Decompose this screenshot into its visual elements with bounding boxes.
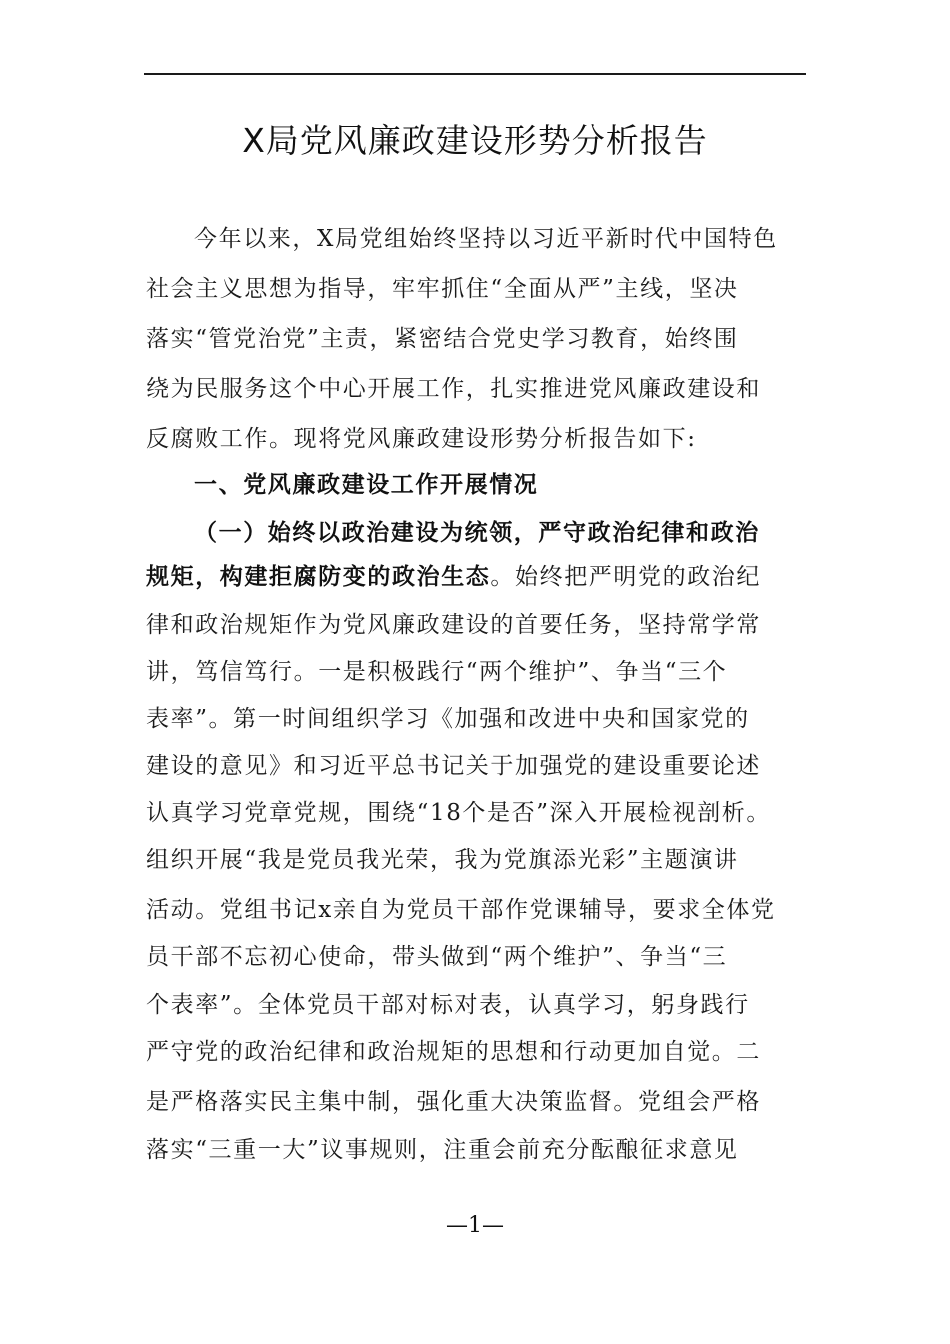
paragraph-line: 建设的意见》和习近平总书记关于加强党的建设重要论述	[146, 753, 761, 779]
paragraph-line: 活动。党组书记x亲自为党员干部作党课辅导，要求全体党	[146, 897, 776, 923]
section-heading: 一、党风廉政建设工作开展情况	[194, 472, 539, 498]
paragraph-line: 落实“管党治党”主责，紧密结合党史学习教育，始终围	[146, 326, 739, 352]
header-rule	[144, 73, 806, 75]
paragraph-line: 表率”。第一时间组织学习《加强和改进中央和国家党的	[146, 706, 750, 732]
paragraph-line: 反腐败工作。现将党风廉政建设形势分析报告如下:	[146, 426, 697, 452]
page-number: —1—	[446, 1213, 504, 1238]
paragraph-line: 个表率”。全体党员干部对标对表，认真学习，躬身践行	[146, 992, 750, 1018]
paragraph-line: 落实“三重一大”议事规则，注重会前充分酝酿征求意见	[146, 1137, 739, 1163]
paragraph-line: 社会主义思想为指导，牢牢抓住“全面从严”主线，坚决	[146, 276, 739, 302]
paragraph-line: 员干部不忘初心使命，带头做到“两个维护”、争当“三	[146, 944, 728, 970]
document-title: X局党风廉政建设形势分析报告	[242, 121, 708, 160]
paragraph-line: 认真学习党章党规，围绕“18个是否”深入开展检视剖析。	[146, 800, 771, 826]
paragraph-line: 讲，笃信笃行。一是积极践行“两个维护”、争当“三个	[146, 659, 728, 685]
paragraph-line: 严守党的政治纪律和政治规矩的思想和行动更加自觉。二	[146, 1039, 761, 1065]
paragraph-line: 律和政治规矩作为党风廉政建设的首要任务，坚持常学常	[146, 612, 761, 638]
subsection-heading-bold: 规矩，构建拒腐防变的政治生态	[146, 564, 491, 590]
paragraph-text: 。始终把严明党的政治纪	[490, 564, 762, 590]
paragraph-line: 今年以来，X局党组始终坚持以习近平新时代中国特色	[194, 226, 778, 252]
paragraph-line: 组织开展“我是党员我光荣，我为党旗添光彩”主题演讲	[146, 847, 739, 873]
subsection-heading: （一）始终以政治建设为统领，严守政治纪律和政治	[194, 520, 760, 546]
paragraph-line: 绕为民服务这个中心开展工作，扎实推进党风廉政建设和	[146, 376, 761, 402]
paragraph-line: 是严格落实民主集中制，强化重大决策监督。党组会严格	[146, 1089, 761, 1115]
subsection-heading-continued	[146, 552, 808, 602]
